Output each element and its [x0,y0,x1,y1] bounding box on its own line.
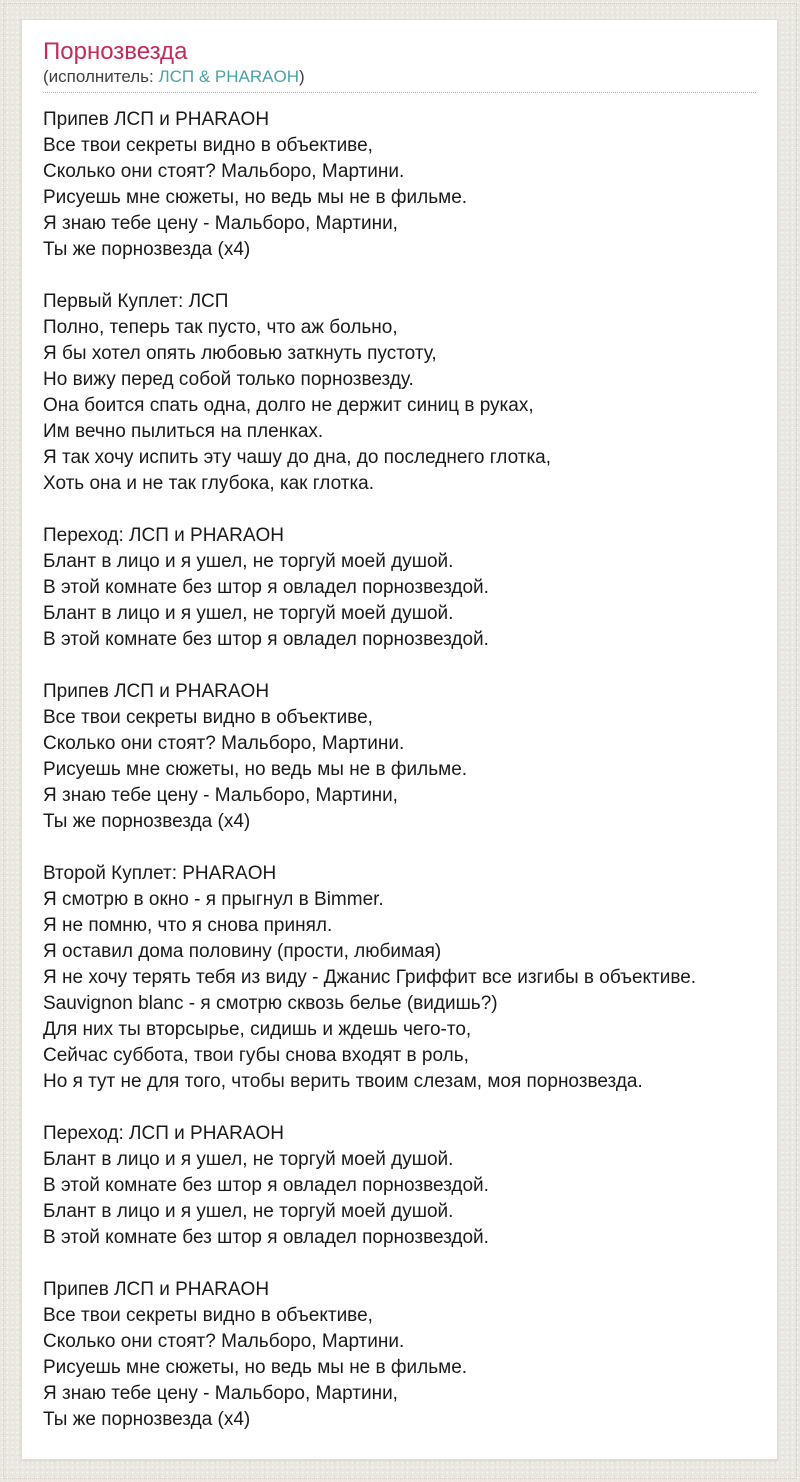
lyrics-line: Я знаю тебе цену - Мальборо, Мартини, [43,785,398,806]
lyrics-line: Я бы хотел опять любовью заткнуть пустоту, [43,343,437,364]
lyrics-stanza [43,289,756,497]
lyrics-stanza [43,1277,756,1433]
lyrics-line: Но вижу перед собой только порнозвезду. [43,369,414,390]
lyrics-line: Переход: ЛСП и PHARAOH [43,1123,284,1144]
lyrics-line: Все твои секреты видно в объективе, [43,135,373,156]
lyrics-line: В этой комнате без штор я овладел порнозвездой. [43,577,489,598]
lyrics-line: Им вечно пылиться на пленках. [43,421,324,442]
lyrics-text [43,107,756,1433]
lyrics-line: Блант в лицо и я ушел, не торгуй моей душой. [43,1149,454,1170]
lyrics-stanza [43,679,756,835]
lyrics-line: Ты же порнозвезда (x4) [43,1409,251,1430]
lyrics-stanza [43,861,756,1095]
lyrics-line: Сколько они стоят? Мальборо, Мартини. [43,733,405,754]
lyrics-line: Блант в лицо и я ушел, не торгуй моей душой. [43,551,454,572]
artist-line [43,68,756,93]
artist-link[interactable]: ЛСП & PHARAOH [158,67,299,86]
lyrics-line: Я знаю тебе цену - Мальборо, Мартини, [43,1383,398,1404]
lyrics-line: Сейчас суббота, твои губы снова входят в роль, [43,1045,469,1066]
lyrics-line: В этой комнате без штор я овладел порнозвездой. [43,1175,489,1196]
lyrics-line: Я знаю тебе цену - Мальборо, Мартини, [43,213,398,234]
lyrics-line: Припев ЛСП и PHARAOH [43,681,270,702]
lyrics-line: Припев ЛСП и PHARAOH [43,1279,270,1300]
lyrics-line: Она боится спать одна, долго не держит синиц в руках, [43,395,534,416]
lyrics-line: Но я тут не для того, чтобы верить твоим слезам, моя порнозвезда. [43,1071,643,1092]
page-title: Порнозвезда [43,38,188,65]
lyrics-line: Рисуешь мне сюжеты, но ведь мы не в фильме. [43,1357,468,1378]
artist-label-suffix: ) [298,67,305,86]
lyrics-line: Для них ты вторсырье, сидишь и ждешь чего-то, [43,1019,472,1040]
lyrics-line: Я оставил дома половину (прости, любимая) [43,941,442,962]
lyrics-line: Второй Куплет: PHARAOH [43,863,277,884]
lyrics-line: Припев ЛСП и PHARAOH [43,109,270,130]
lyrics-card [21,19,778,1460]
lyrics-line: Сколько они стоят? Мальборо, Мартини. [43,1331,405,1352]
lyrics-line: В этой комнате без штор я овладел порнозвездой. [43,629,489,650]
lyrics-line: Все твои секреты видно в объективе, [43,707,373,728]
lyrics-line: Sauvignon blanc - я смотрю сквозь белье (видишь?) [43,993,498,1014]
lyrics-line: Ты же порнозвезда (x4) [43,239,251,260]
lyrics-line: Первый Куплет: ЛСП [43,291,229,312]
lyrics-line: Сколько они стоят? Мальборо, Мартини. [43,161,405,182]
lyrics-stanza [43,1121,756,1251]
lyrics-line: Я смотрю в окно - я прыгнул в Bimmer. [43,889,384,910]
lyrics-line: Рисуешь мне сюжеты, но ведь мы не в фильме. [43,759,468,780]
lyrics-line: Ты же порнозвезда (x4) [43,811,251,832]
lyrics-line: Переход: ЛСП и PHARAOH [43,525,284,546]
lyrics-line: Блант в лицо и я ушел, не торгуй моей душой. [43,1201,454,1222]
artist-label-prefix: (исполнитель: [43,67,159,86]
lyrics-line: Я так хочу испить эту чашу до дна, до последнего глотка, [43,447,552,468]
lyrics-line: Рисуешь мне сюжеты, но ведь мы не в фильме. [43,187,468,208]
lyrics-stanza [43,107,756,263]
lyrics-line: Полно, теперь так пусто, что аж больно, [43,317,398,338]
lyrics-line: В этой комнате без штор я овладел порнозвездой. [43,1227,489,1248]
lyrics-line: Все твои секреты видно в объективе, [43,1305,373,1326]
lyrics-line: Я не помню, что я снова принял. [43,915,333,936]
lyrics-line: Блант в лицо и я ушел, не торгуй моей душой. [43,603,454,624]
lyrics-line: Я не хочу терять тебя из виду - Джанис Гриффит все изгибы в объективе. [43,967,697,988]
lyrics-stanza [43,523,756,653]
lyrics-line: Хоть она и не так глубока, как глотка. [43,473,375,494]
